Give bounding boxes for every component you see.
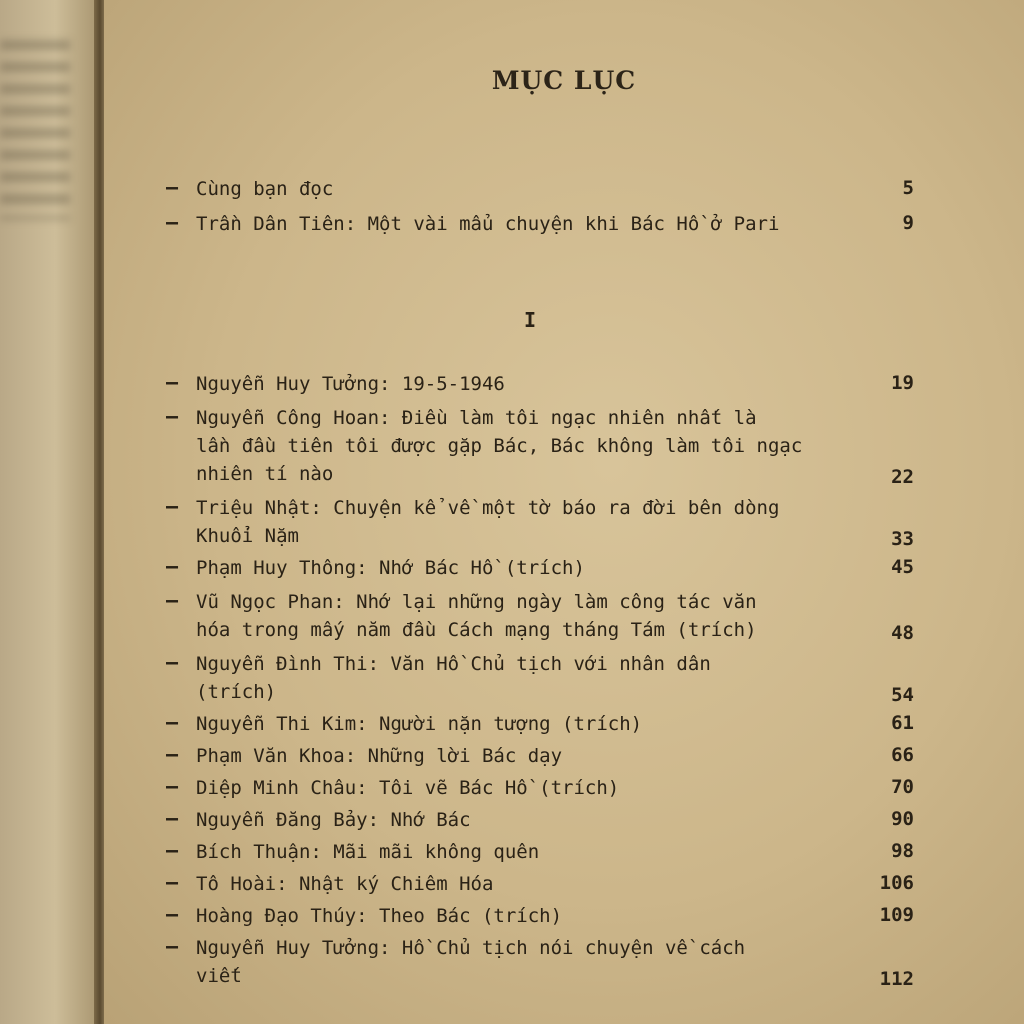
section-marker: I — [524, 308, 537, 332]
entry-dash: — — [166, 210, 179, 234]
entry-page-number: 54 — [891, 684, 914, 706]
toc-entry — [166, 494, 916, 550]
entry-text-line: Phạm Huy Thông: Nhớ Bác Hồ (trích) — [196, 557, 585, 579]
entry-dash: — — [166, 494, 179, 518]
entry-page-number: 109 — [879, 904, 914, 926]
entry-text-line: viết — [196, 965, 242, 987]
entry-text-line: hóa trong mấy năm đầu Cách mạng tháng Tám (trích) — [196, 619, 757, 641]
entry-text-line: Nguyễn Đình Thi: Văn Hồ Chủ tịch với nhân dân — [196, 653, 711, 675]
entry-text-line: Diệp Minh Châu: Tôi vẽ Bác Hồ (trích) — [196, 777, 620, 799]
entry-dash: — — [166, 404, 179, 428]
entry-page-number: 33 — [891, 528, 914, 550]
entry-dash: — — [166, 650, 179, 674]
toc-entry — [166, 554, 916, 582]
entry-text-line: lần đầu tiên tôi được gặp Bác, Bác không làm tôi ngạc — [196, 435, 803, 457]
entry-text-line: Vũ Ngọc Phan: Nhớ lại những ngày làm công tác văn — [196, 591, 757, 613]
entry-dash: — — [166, 175, 179, 199]
entry-page-number: 106 — [879, 872, 914, 894]
entry-dash: — — [166, 870, 179, 894]
entry-text-line: Bích Thuận: Mãi mãi không quên — [196, 841, 540, 863]
entry-dash: — — [166, 838, 179, 862]
entry-text-line: Nguyễn Đăng Bảy: Nhớ Bác — [196, 809, 471, 831]
table-of-contents-page — [104, 0, 1024, 1024]
entry-text-line: (trích) — [196, 681, 277, 703]
entry-dash: — — [166, 774, 179, 798]
entry-page-number: 48 — [891, 622, 914, 644]
entry-text-line: Khuổi Nặm — [196, 525, 299, 547]
entry-text-line: Triệu Nhật: Chuyện kể về một tờ báo ra đời bên dòng — [196, 497, 780, 519]
toc-entry — [166, 210, 916, 238]
entry-dash: — — [166, 588, 179, 612]
entry-text-line: Cùng bạn đọc — [196, 178, 334, 200]
toc-entry — [166, 404, 916, 488]
page-title: MỤC LỤC — [491, 66, 637, 95]
toc-entry — [166, 175, 916, 203]
entry-text-line: nhiên tí nào — [196, 463, 334, 485]
toc-entry — [166, 710, 916, 738]
toc-entry — [166, 838, 916, 866]
entry-page-number: 98 — [891, 840, 914, 862]
entry-text-line: Trần Dân Tiên: Một vài mẩu chuyện khi Bác Hồ ở Pari — [196, 213, 780, 235]
entry-page-number: 22 — [891, 466, 914, 488]
entry-dash: — — [166, 806, 179, 830]
toc-entry — [166, 806, 916, 834]
toc-entry — [166, 370, 916, 398]
entry-page-number: 9 — [902, 212, 914, 234]
facing-page-text-blur — [0, 40, 70, 220]
entry-page-number: 5 — [902, 177, 914, 199]
toc-entry — [166, 742, 916, 770]
entry-dash: — — [166, 370, 179, 394]
toc-entry — [166, 870, 916, 898]
entry-text-line: Nguyễn Công Hoan: Điều làm tôi ngạc nhiên nhất là — [196, 407, 757, 429]
entry-dash: — — [166, 934, 179, 958]
toc-entry — [166, 588, 916, 644]
entry-dash: — — [166, 902, 179, 926]
toc-entry — [166, 902, 916, 930]
entry-page-number: 70 — [891, 776, 914, 798]
toc-entry — [166, 934, 916, 990]
entry-dash: — — [166, 742, 179, 766]
entry-text-line: Tô Hoài: Nhật ký Chiêm Hóa — [196, 873, 494, 895]
entry-page-number: 61 — [891, 712, 914, 734]
entry-page-number: 112 — [879, 968, 914, 990]
entry-text-line: Nguyễn Thi Kim: Người nặn tượng (trích) — [196, 713, 643, 735]
entry-page-number: 19 — [891, 372, 914, 394]
entry-dash: — — [166, 554, 179, 578]
entry-text-line: Nguyễn Huy Tưởng: 19-5-1946 — [196, 373, 505, 395]
entry-page-number: 90 — [891, 808, 914, 830]
entry-dash: — — [166, 710, 179, 734]
entry-text-line: Hoàng Đạo Thúy: Theo Bác (trích) — [196, 905, 563, 927]
toc-entry — [166, 650, 916, 706]
entry-page-number: 45 — [891, 556, 914, 578]
facing-page — [0, 0, 100, 1024]
toc-entry — [166, 774, 916, 802]
entry-page-number: 66 — [891, 744, 914, 766]
entry-text-line: Nguyễn Huy Tưởng: Hồ Chủ tịch nói chuyện về cách — [196, 937, 746, 959]
entry-text-line: Phạm Văn Khoa: Những lời Bác dạy — [196, 745, 563, 767]
